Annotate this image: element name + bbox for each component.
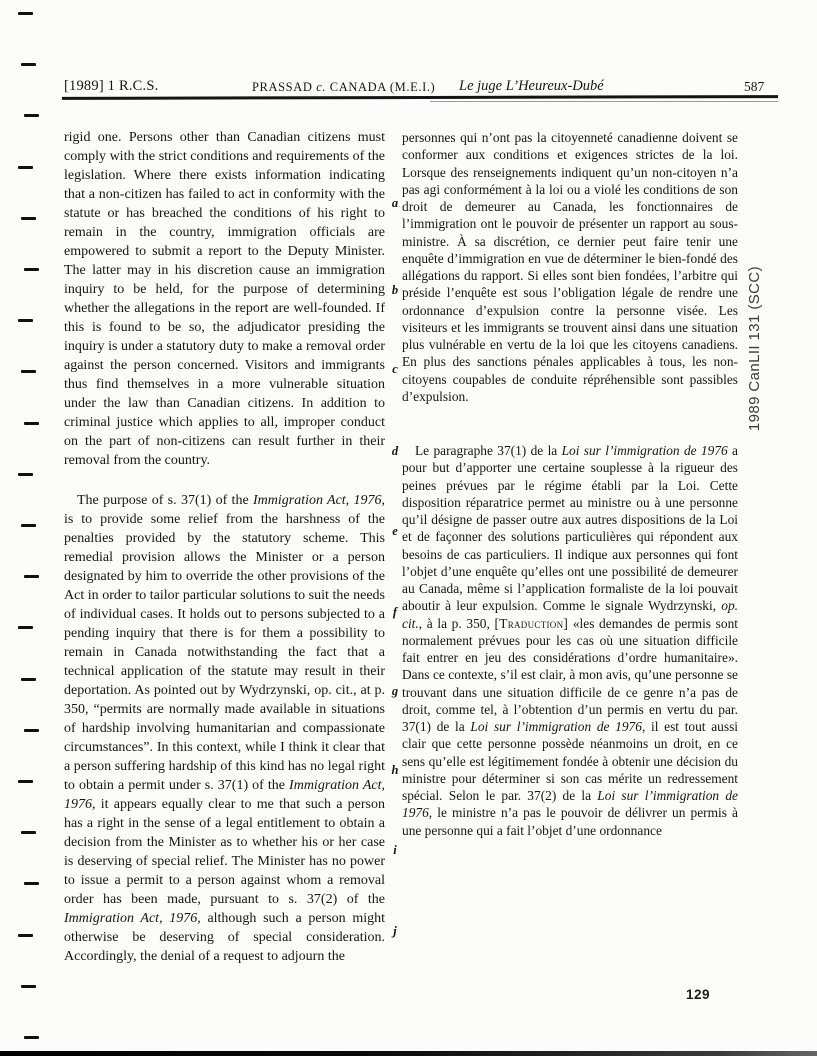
- margin-letter-j: j: [393, 924, 397, 938]
- binding-tick: [21, 524, 36, 527]
- binding-tick: [18, 319, 33, 322]
- text-run: Immigration Act, 1976: [252, 493, 382, 508]
- text-run: Loi sur l’immigration de 1976: [470, 719, 642, 734]
- header-rule: [62, 95, 778, 99]
- binding-tick: [24, 729, 39, 732]
- binding-tick: [21, 217, 36, 220]
- binding-tick: [18, 473, 33, 476]
- text-run: Le paragraphe 37(1) de la: [415, 443, 562, 458]
- text-run: rigid one. Persons other than Canadian citizens must comply with the strict conditions and requirements of the legislation. Where there exists information indicating that a non-citizen has failed to act in conformity with the statute or has breached the conditions of his right to remain in the country, immigration officials are empowered to submit a report to the Deputy Minister. The latter may in his discretion cause an immigration inquiry to be held, for the purpose of determining whether the allegations in the report are well-founded. If this is found to be so, the adjudicator presiding the inquiry is under a statutory duty to make a removal order against the person concerned. Visitors and immigrants thus find themselves in a more vulnerable situation under the law than Canadian citizens. In addition to criminal justice which applies to all, improper conduct on the part of non-citizens can result further in their removal from the country.: [64, 130, 385, 468]
- text-run: CANADA (M.E.I.): [326, 80, 436, 94]
- binding-tick: [24, 422, 39, 425]
- canlii-watermark: 1989 CanLII 131 (SCC): [746, 266, 763, 432]
- french-paragraph-1: [402, 129, 738, 405]
- header-rule-echo: [430, 101, 778, 102]
- binding-tick: [24, 575, 39, 578]
- margin-letter-b: b: [391, 283, 399, 297]
- case-title: [252, 80, 435, 95]
- text-run: , although such a person might otherwise be deserving of special consideration. Accordingly, the denial of a request to adjourn the: [64, 911, 385, 964]
- english-paragraph-2: [64, 491, 385, 966]
- column-french: [402, 129, 738, 839]
- margin-letter-e: e: [392, 524, 398, 538]
- margin-letter-f: f: [392, 605, 398, 619]
- binding-tick: [21, 63, 36, 66]
- margin-letter-g: g: [391, 684, 399, 698]
- binding-tick: [24, 882, 39, 885]
- binding-tick: [24, 114, 39, 117]
- text-run: personnes qui n’ont pas la citoyenneté canadienne doivent se conformer aux conditions et exigences strictes de la loi. Lorsque des renseignements indiquent qu’un non-citoyen n’a pas agi conformément à la loi ou a violé les conditions de son droit de demeurer au Canada, les fonctionnaires de l’immigration ont le pouvoir de présenter un rapport au sous-ministre. À sa discrétion, ce dernier peut faire tenir une enquête d’immigration en vue de déterminer le bien-fondé des allégations du rapport. Si elles sont bien fondées, l’arbitre qui préside l’enquête est sous l’obligation légale de rendre une ordonnance d’expulsion contre la personne visée. Les visiteurs et les immigrants se trouvent ainsi dans une situation plus vulnérable en vertu de la loi que les citoyens canadiens. En plus des sanctions pénales applicables à tous, les non-citoyens coupables de conduite répréhensible sont passibles d’expulsion.: [402, 130, 738, 404]
- header-page-number: 587: [744, 79, 765, 94]
- margin-letter-i: i: [393, 843, 397, 857]
- english-paragraph-1: [64, 128, 385, 470]
- footer-page-number: 129: [686, 987, 711, 1002]
- text-run: , it appears equally clear to me that such a person has a right in the sense of a legal entitlement to obtain a decision from the Minister as to whether his or her case is deserving of special relief. The Minister has no power to issue a permit to a person against whom a removal order has been made, pursuant to s. 37(2) of the: [64, 797, 385, 907]
- text-run: [Traduction]: [494, 615, 569, 631]
- binding-tick: [21, 678, 36, 681]
- margin-letter-d: d: [391, 444, 399, 458]
- binding-tick: [18, 12, 33, 15]
- text-run: The purpose of s. 37(1) of the: [77, 493, 253, 508]
- margin-letter-h: h: [391, 763, 399, 777]
- margin-letter-a: a: [391, 196, 399, 210]
- binding-tick: [24, 1036, 39, 1039]
- binding-tick: [18, 166, 33, 169]
- margin-letter-c: c: [392, 362, 398, 376]
- binding-tick: [21, 370, 36, 373]
- binding-tick: [21, 831, 36, 834]
- text-run: Loi sur l’immigration de 1976: [402, 788, 738, 821]
- text-run: , le ministre n’a pas le pouvoir de délivrer un permis à une personne qui a fait l’objet d’une ordonnance: [402, 805, 738, 838]
- text-run: c.: [316, 80, 327, 94]
- binding-tick: [24, 268, 39, 271]
- bottom-scan-bar: [0, 1051, 817, 1056]
- text-run: Loi sur l’immigration de 1976: [561, 443, 728, 458]
- judge-name: Le juge L’Heureux-Dubé: [459, 78, 604, 94]
- column-english: [64, 128, 385, 966]
- text-run: , il est tout aussi clair que cette personne possède néanmoins un droit, en ce sens qu’elle est légitimement fondée à obtenir une décision du ministre pour déterminer si son cas mérite un redressement spécial. Selon le par. 37(2) de la: [402, 719, 738, 803]
- text-run: a pour but d’apporter une certaine souplesse à la rigueur des peines prévues par le régime établi par la Loi. Cette disposition réparatrice permet au ministre ou à une personne qu’il désigne de passer outre aux autres dispositions de la Loi et de façonner des solutions particulières qui répondent aux besoins de cas particuliers. Il indique aux personnes qui font l’objet d’une enquête qu’elles ont une possibilité de demeurer au Canada, même si l’application formaliste de la loi pouvait aboutir à leur expulsion. Comme le signale Wydrzynski,: [402, 443, 738, 614]
- text-run: «les demandes de permis sont normalement prévues pour les cas où une situation difficile fait entrer en jeu des considérations d’ordre humanitaire». Dans ce contexte, s’il est clair, à mon avis, qu’une personne se trouvant dans une situation difficile de ce genre n’a pas de droit, comme tel, à l’obtention d’un permis en vertu du par. 37(1) de la: [402, 615, 738, 734]
- text-run: PRASSAD: [252, 80, 317, 94]
- text-run: , à la p. 350,: [418, 615, 495, 631]
- binding-tick: [18, 780, 33, 783]
- binding-tick: [18, 626, 33, 629]
- reporter-citation: [1989] 1 R.C.S.: [64, 78, 159, 94]
- text-run: Immigration Act, 1976: [64, 778, 386, 812]
- french-paragraph-2: [402, 442, 738, 839]
- text-run: Immigration Act, 1976: [64, 911, 198, 926]
- binding-tick: [18, 934, 33, 937]
- text-run: op. cit.: [402, 598, 738, 631]
- binding-tick: [21, 985, 36, 988]
- text-run: , is to provide some relief from the harshness of the penalties provided by the statutory scheme. This remedial provision allows the Minister or a person designated by him to override the other provisions of the Act in order to tailor particular solutions to suit the needs of individual cases. It holds out to persons subjected to a pending inquiry that there is for them a possibility to remain in Canada notwithstanding the fact that a technical application of the statute may result in their deportation. As pointed out by Wydrzynski, op. cit., at p. 350, “permits are normally made available in situations of hardship involving humanitarian and compassionate circumstances”. In this context, while I think it clear that a person suffering hardship of this kind has no legal right to obtain a permit under s. 37(1) of the: [64, 493, 385, 793]
